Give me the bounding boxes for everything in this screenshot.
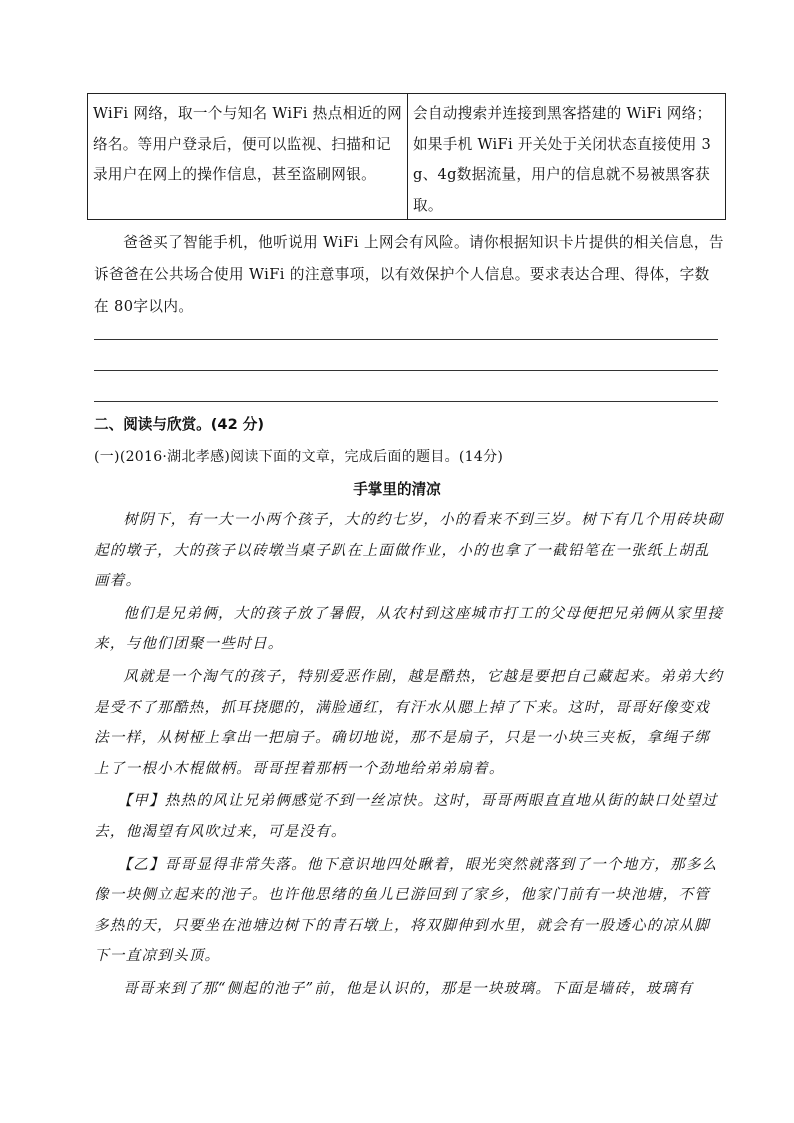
answer-line-3[interactable]: [94, 401, 718, 402]
article-paragraph-jia: 【甲】热热的风让兄弟俩感觉不到一丝凉快。这时，哥哥两眼直直地从街的缺口处望过去，他渴望有风吹过来，可是没有。: [94, 792, 718, 840]
answer-line-2[interactable]: [94, 370, 718, 371]
section-heading: 二、阅读与欣赏。(42 分): [94, 416, 265, 433]
knowledge-card-left-cell: WiFi 网络，取一个与知名 WiFi 热点相近的网络名。等用户登录后，便可以监视、扫描和记录用户在网上的操作信息，甚至盗刷网银。: [88, 94, 408, 219]
article-paragraph: 风就是一个淘气的孩子，特别爱恶作剧，越是酷热，它越是要把自己藏起来。弟弟大约是受不了那酷热，抓耳挠腮的，满脸通红，有汗水从腮上掉了下来。这时，哥哥好像变戏法一样，从树桠上拿出一把扇子。确切地说，那不是扇子，只是一小块三夹板，拿绳子绑上了一根小木棍做柄。哥哥捏着那柄一个劲地给弟弟扇着。: [94, 667, 724, 777]
article-body: [94, 505, 724, 1007]
knowledge-card-table: [87, 93, 726, 220]
article-paragraph-yi: 【乙】哥哥显得非常失落。他下意识地四处瞅着，眼光突然就落到了一个地方，那多么像一块侧立起来的池子。也许他思绪的鱼儿已游回到了家乡，他家门前有一块池塘，不管多热的天，只要坐在池塘边树下的青石墩上，将双脚伸到水里，就会有一股透心的凉从脚下一直凉到头顶。: [94, 855, 718, 965]
article-paragraph: 树阴下，有一大一小两个孩子，大的约七岁，小的看来不到三岁。树下有几个用砖块砌起的墩子，大的孩子以砖墩当桌子趴在上面做作业，小的也拿了一截铅笔在一张纸上胡乱画着。: [94, 511, 724, 590]
question-prompt: 爸爸买了智能手机，他听说用 WiFi 上网会有风险。请你根据知识卡片提供的相关信息，告诉爸爸在公共场合使用 WiFi 的注意事项，以有效保护个人信息。要求表达合理、得体，字数在 80字以内。: [94, 234, 724, 315]
knowledge-card-right-cell: 会自动搜索并连接到黑客搭建的 WiFi 网络；如果手机 WiFi 开关处于关闭状态直接使用 3g、4g数据流量，用户的信息就不易被黑客获取。: [413, 105, 712, 214]
article-paragraph: 他们是兄弟俩，大的孩子放了暑假，从农村到这座城市打工的父母便把兄弟俩从家里接来，与他们团聚一些时日。: [94, 604, 724, 653]
article-title: 手掌里的清凉: [353, 481, 441, 498]
subsection-heading: (一)(2016·湖北孝感)阅读下面的文章，完成后面的题目。(14分): [94, 449, 504, 465]
answer-line-1[interactable]: [94, 339, 718, 340]
article-paragraph: 哥哥来到了那“侧起的池子”前，他是认识的，那是一块玻璃。下面是墙砖，玻璃有: [123, 979, 694, 997]
